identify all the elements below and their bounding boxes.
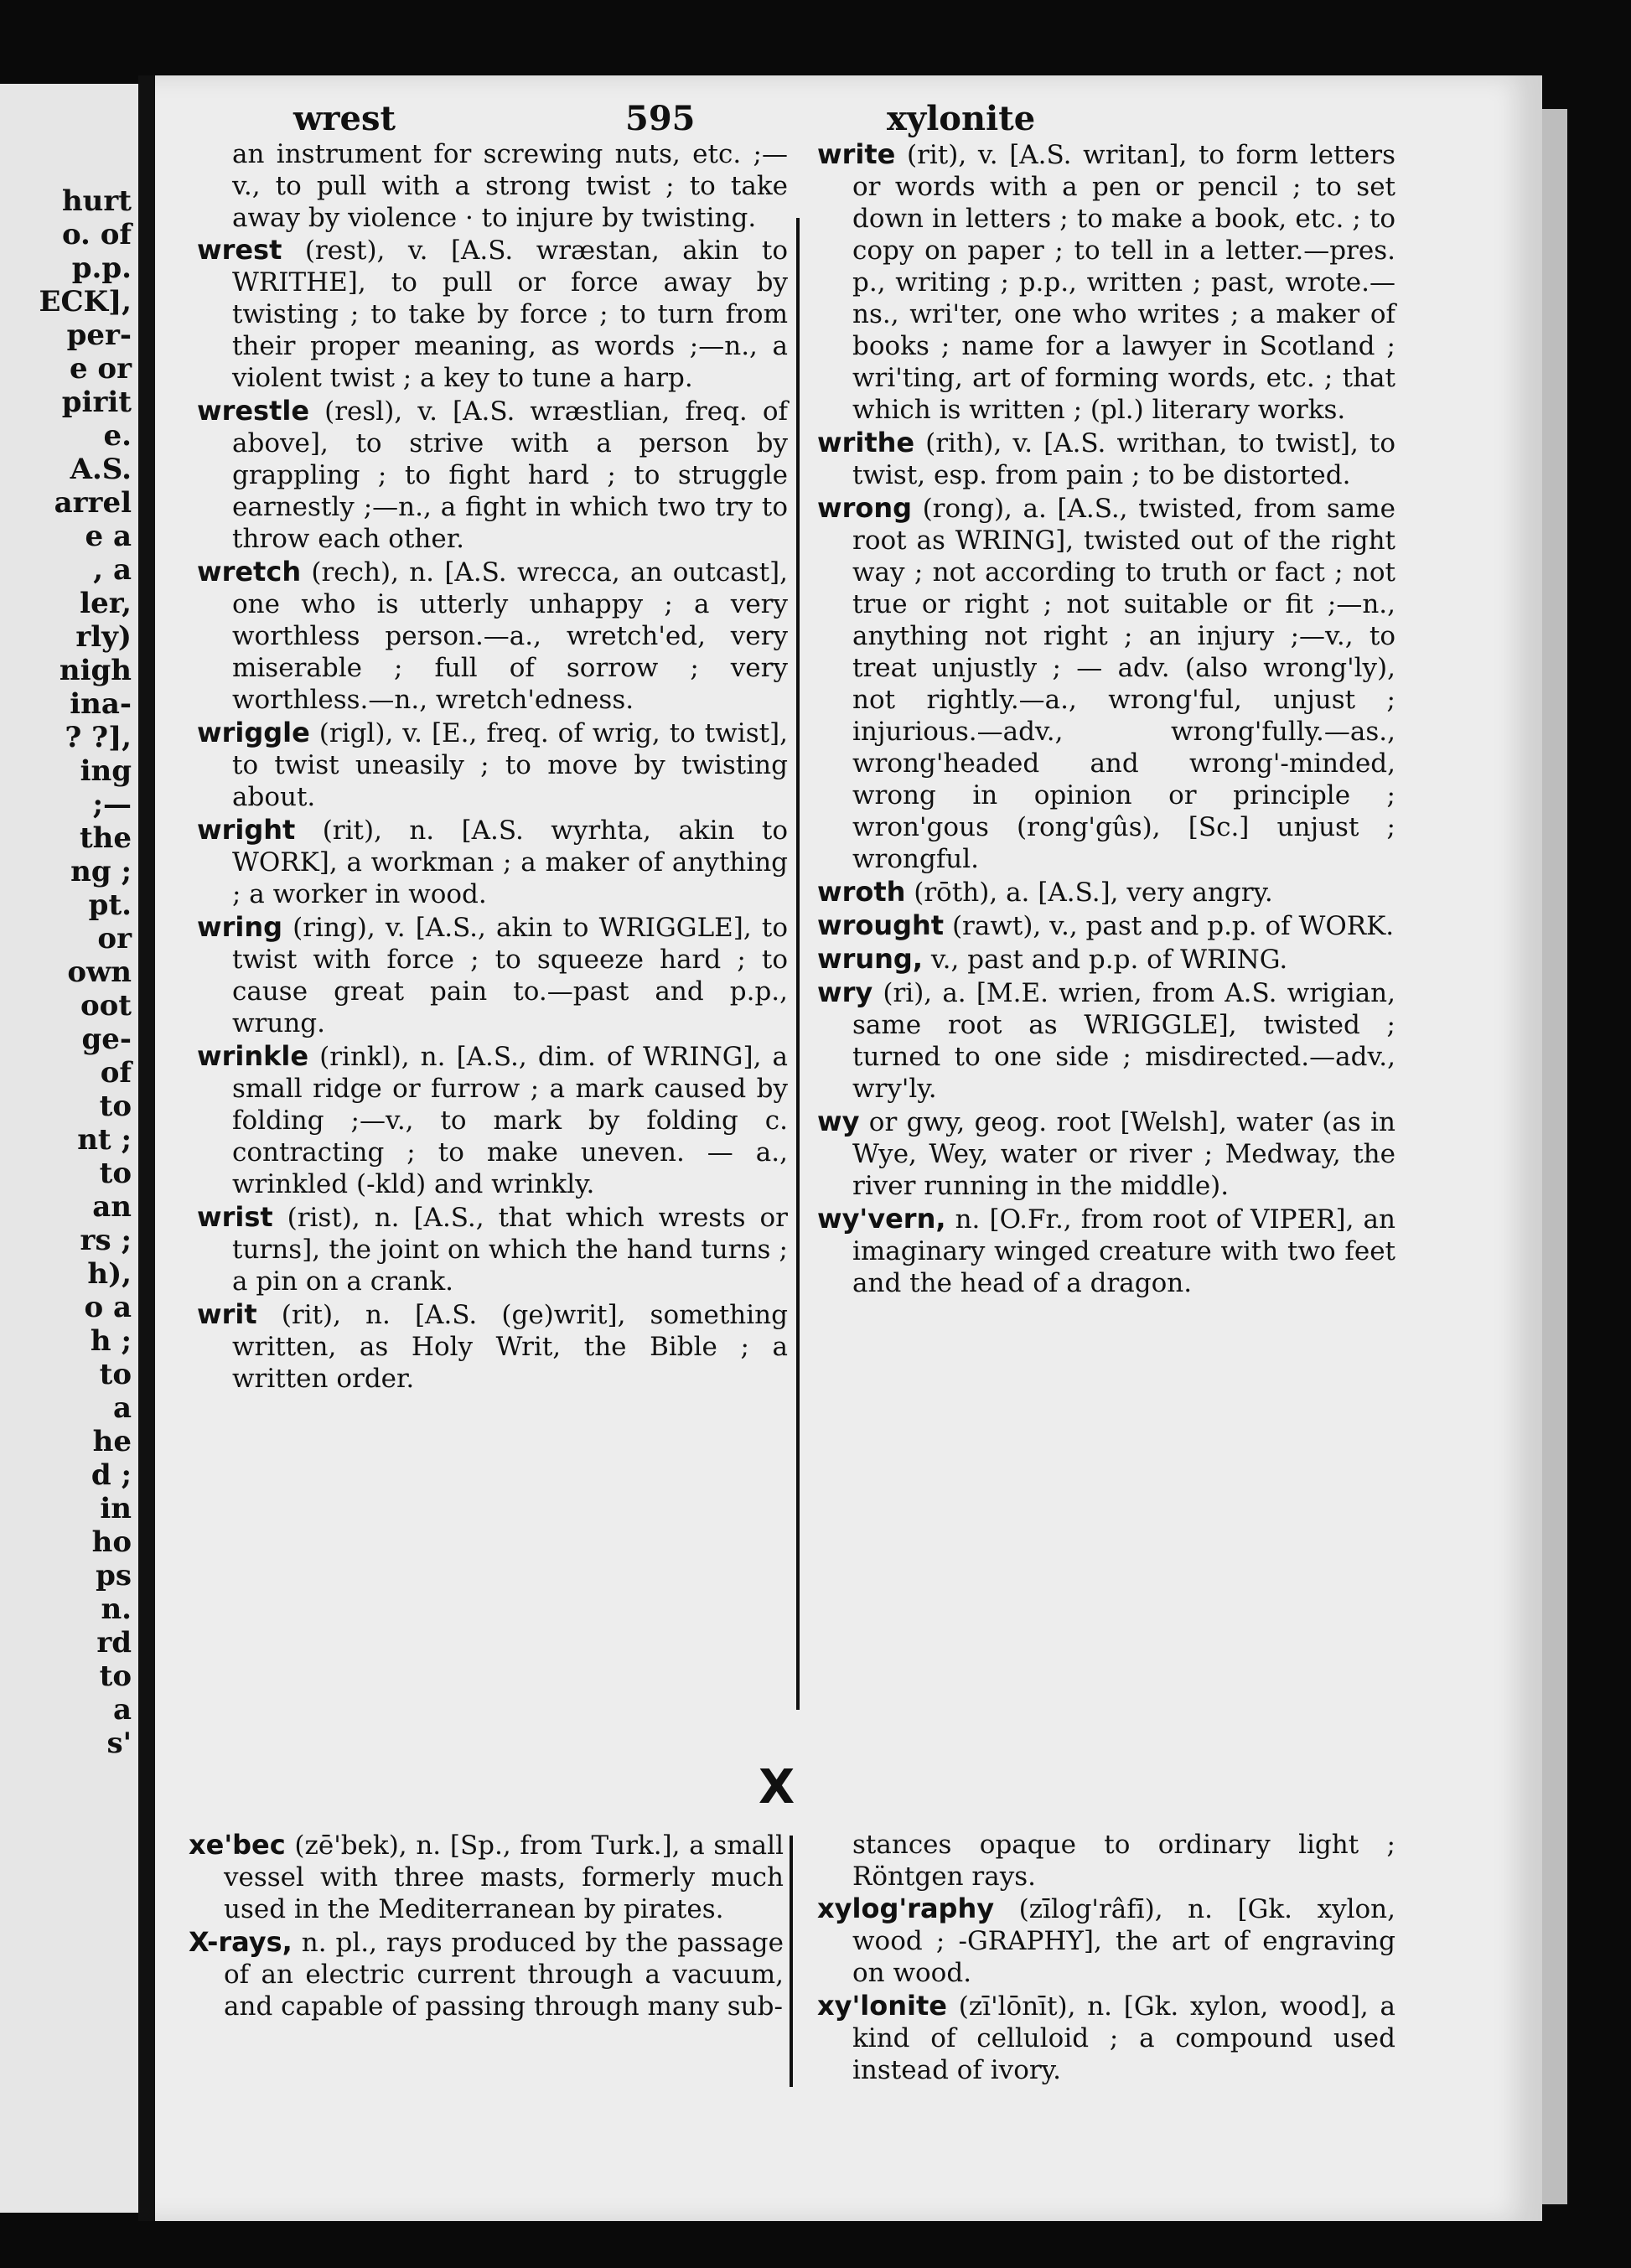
margin-fragment: ? ?],	[65, 721, 132, 754]
page-number: 595	[625, 99, 696, 138]
dictionary-entry	[197, 395, 788, 555]
definition-text: (rong), a. [A.S., twisted, from same root as WRING], twisted out of the right way ; not according to truth or fact ; not true or right ; not suitable or fit ;—n., anything not right ; an injury ;—v., to treat unjustly ; — adv. (also wrong'ly), not rightly.—a., wrong'ful, unjust ; injurious.—adv., wrong'fully.—as., wrong'headed and wrong'-minded, wrong in opinion or principle ; wron'gous (rong'gûs), [Sc.] unjust ; wrongful.	[852, 494, 1395, 874]
x-right-column	[817, 1829, 1395, 2087]
definition-text: (rigl), v. [E., freq. of wrig, to twist], to twist uneasily ; to move by twisting about.	[232, 718, 789, 812]
headword: xylog'raphy	[817, 1893, 995, 1924]
definition-text: (rit), v. [A.S. writan], to form letters or words with a pen or pencil ; to set down in letters ; to make a book, etc. ; to copy on paper ; to tell in a letter.—pres. p., writing ; p.p., written ; past, wrote.—ns., wri'ter, one who writes ; a maker of books ; name for a lawyer in Scotland ; wri'ting, art of forming words, etc. ; that which is written ; (pl.) literary works.	[852, 140, 1395, 425]
right-column	[817, 138, 1395, 1300]
margin-fragment: e a	[85, 520, 132, 553]
margin-fragment: rly)	[75, 620, 132, 654]
headword: wrist	[197, 1201, 273, 1233]
margin-fragment: a	[112, 1693, 132, 1727]
headword: wretch	[197, 556, 302, 588]
margin-fragment: ler,	[80, 587, 132, 620]
dictionary-entry	[197, 717, 788, 813]
dictionary-entry	[197, 1298, 788, 1395]
margin-fragment: rd	[96, 1626, 132, 1660]
margin-fragment: h),	[87, 1257, 132, 1291]
headword: wrought	[817, 909, 945, 941]
margin-fragment: n.	[101, 1592, 132, 1626]
margin-fragment: nt ;	[77, 1123, 132, 1157]
margin-fragment: arrel	[54, 486, 132, 520]
dictionary-entry	[817, 943, 1395, 976]
dictionary-entry	[817, 1106, 1395, 1202]
margin-fragment: o. of	[61, 218, 132, 251]
margin-fragment: , a	[93, 553, 132, 587]
column-rule-x	[790, 1836, 793, 2087]
headword: wrinkle	[197, 1040, 309, 1072]
headword: wright	[197, 814, 296, 846]
margin-fragment: s'	[106, 1727, 132, 1760]
headword: wrest	[197, 234, 282, 266]
x-left-column	[189, 1829, 784, 2023]
running-head-right: xylonite	[887, 99, 1036, 138]
headword: wy	[817, 1106, 860, 1137]
dictionary-entry	[817, 876, 1395, 909]
previous-page-edge	[0, 84, 142, 2213]
previous-page-margin-text	[39, 184, 132, 1760]
dictionary-entry	[817, 1203, 1395, 1299]
definition-text: (zī'lōnīt), n. [Gk. xylon, wood], a kind of celluloid ; a compound used instead of ivory.	[852, 1991, 1396, 2085]
margin-fragment: to	[99, 1660, 132, 1693]
margin-fragment: o a	[84, 1291, 132, 1324]
margin-fragment: ina-	[70, 687, 132, 721]
margin-fragment: rs ;	[80, 1224, 132, 1257]
dictionary-entry	[197, 138, 788, 234]
margin-fragment: d ;	[91, 1458, 132, 1492]
margin-fragment: pirit	[61, 386, 132, 419]
margin-fragment: nigh	[59, 654, 132, 687]
definition-text: (zīlog'râfī), n. [Gk. xylon, wood ; -GRAPHY], the art of engraving on wood.	[852, 1894, 1395, 1988]
margin-fragment: e or	[69, 352, 132, 386]
definition-text: or gwy, geog. root [Welsh], water (as in Wye, Wey, water or river ; Medway, the river running in the middle).	[852, 1107, 1395, 1201]
definition-text: (rawt), v., past and p.p. of WORK.	[951, 911, 1395, 941]
definition-text: an instrument for screwing nuts, etc. ;—v., to pull with a strong twist ; to take away by violence · to injure by twisting.	[232, 139, 788, 233]
headword: wroth	[817, 876, 906, 908]
margin-fragment: in	[100, 1492, 132, 1525]
book-gutter	[138, 75, 157, 2221]
headword: wrung,	[817, 943, 923, 975]
dictionary-entry	[817, 1893, 1395, 1989]
margin-fragment: own	[67, 955, 132, 989]
definition-text: (rest), v. [A.S. wræstan, akin to WRITHE], to pull or force away by twisting ; to take by force ; to turn from their proper meaning, as words ;—n., a violent twist ; a key to tune a harp.	[232, 236, 788, 393]
definition-text: n. [O.Fr., from root of VIPER], an imaginary winged creature with two feet and the head of a dragon.	[852, 1204, 1395, 1298]
dictionary-entry	[817, 976, 1395, 1105]
definition-text: (rist), n. [A.S., that which wrests or turns], the joint on which the hand turns ; a pin on a crank.	[232, 1203, 788, 1297]
headword: wring	[197, 911, 282, 943]
margin-fragment: ing	[80, 754, 132, 788]
definition-text: (rit), n. [A.S. (ge)writ], something written, as Holy Writ, the Bible ; a written order.	[232, 1300, 788, 1394]
headword: wrong	[817, 492, 913, 524]
margin-fragment: an	[92, 1190, 132, 1224]
margin-fragment: ng ;	[70, 855, 132, 888]
dictionary-entry	[197, 1040, 788, 1200]
definition-text: (zē'bek), n. [Sp., from Turk.], a small vessel with three masts, formerly much used in the Mediterranean by pirates.	[224, 1830, 784, 1924]
dictionary-entry	[189, 1926, 784, 2022]
definition-text: (rinkl), n. [A.S., dim. of WRING], a small ridge or furrow ; a mark caused by folding ;—v., to mark by folding c. contracting ; to make uneven. — a., wrinkled (-kld) and wrinkly.	[232, 1042, 788, 1199]
definition-text: (ri), a. [M.E. wrien, from A.S. wrigian, same root as WRIGGLE], twisted ; turned to one side ; misdirected.—adv., wry'ly.	[852, 978, 1395, 1104]
margin-fragment: a	[112, 1391, 132, 1425]
headword: X-rays,	[189, 1926, 293, 1958]
margin-fragment: hurt	[61, 184, 132, 218]
margin-fragment: ge-	[81, 1023, 132, 1056]
section-letter: X	[759, 1760, 795, 1815]
headword: wy'vern,	[817, 1203, 946, 1235]
dictionary-entry	[197, 814, 788, 910]
margin-fragment: of	[100, 1056, 132, 1090]
headword: xy'lonite	[817, 1990, 947, 2022]
dictionary-entry	[817, 427, 1395, 491]
margin-fragment: or	[97, 922, 132, 955]
margin-fragment: ECK],	[39, 285, 132, 318]
running-head-left: wrest	[293, 99, 396, 138]
margin-fragment: the	[79, 821, 132, 855]
dictionary-entry	[817, 138, 1395, 426]
definition-text: n. pl., rays produced by the passage of an electric current through a vacuum, and capable of passing through many sub-	[224, 1928, 784, 2022]
definition-text: (rit), n. [A.S. wyrhta, akin to WORK], a workman ; a maker of anything ; a worker in wood.	[232, 816, 788, 909]
dictionary-entry	[197, 911, 788, 1039]
definition-text: (rech), n. [A.S. wrecca, an outcast], one who is utterly unhappy ; a very worthless person.—a., wretch'ed, very miserable ; full of sorrow ; very worthless.—n., wretch'edness.	[232, 557, 788, 715]
definition-text: v., past and p.p. of WRING.	[930, 945, 1288, 975]
dictionary-entry	[197, 234, 788, 394]
margin-fragment: he	[92, 1425, 132, 1458]
margin-fragment: oot	[80, 989, 132, 1023]
margin-fragment: to	[99, 1157, 132, 1190]
dictionary-entry	[197, 1201, 788, 1297]
margin-fragment: A.S.	[70, 453, 132, 486]
definition-text: (resl), v. [A.S. wræstlian, freq. of above], to strive with a person by grappling ; to fight hard ; to struggle earnestly ;—n., a fight in which two try to throw each other.	[232, 396, 788, 554]
margin-fragment: to	[99, 1358, 132, 1391]
headword: wry	[817, 976, 873, 1008]
headword: wriggle	[197, 717, 310, 748]
margin-fragment: ps	[96, 1559, 132, 1592]
margin-fragment: h ;	[90, 1324, 132, 1358]
margin-fragment: e.	[103, 419, 132, 453]
page-edge	[1542, 109, 1567, 2204]
headword: writhe	[817, 427, 915, 458]
definition-text: stances opaque to ordinary light ; Röntgen rays.	[852, 1830, 1395, 1892]
margin-fragment: ho	[91, 1525, 132, 1559]
margin-fragment: to	[99, 1090, 132, 1123]
dictionary-entry	[817, 1990, 1395, 2086]
left-column	[197, 138, 788, 1395]
definition-text: (ring), v. [A.S., akin to WRIGGLE], to twist with force ; to squeeze hard ; to cause great pain to.—past and p.p., wrung.	[232, 913, 788, 1038]
headword: writ	[197, 1298, 257, 1330]
dictionary-entry	[817, 909, 1395, 942]
dictionary-entry	[189, 1829, 784, 1925]
column-rule	[796, 218, 800, 1710]
margin-fragment: per-	[66, 318, 132, 352]
definition-text: (rith), v. [A.S. writhan, to twist], to twist, esp. from pain ; to be distorted.	[852, 428, 1396, 490]
margin-fragment: pt.	[88, 888, 132, 922]
headword: wrestle	[197, 395, 310, 427]
headword: xe'bec	[189, 1829, 286, 1861]
dictionary-entry	[197, 556, 788, 716]
dictionary-entry	[817, 492, 1395, 875]
dictionary-entry	[817, 1829, 1395, 1893]
margin-fragment: p.p.	[71, 251, 132, 285]
definition-text: (rōth), a. [A.S.], very angry.	[914, 878, 1273, 908]
margin-fragment: ;—	[92, 788, 132, 821]
headword: write	[817, 138, 896, 170]
